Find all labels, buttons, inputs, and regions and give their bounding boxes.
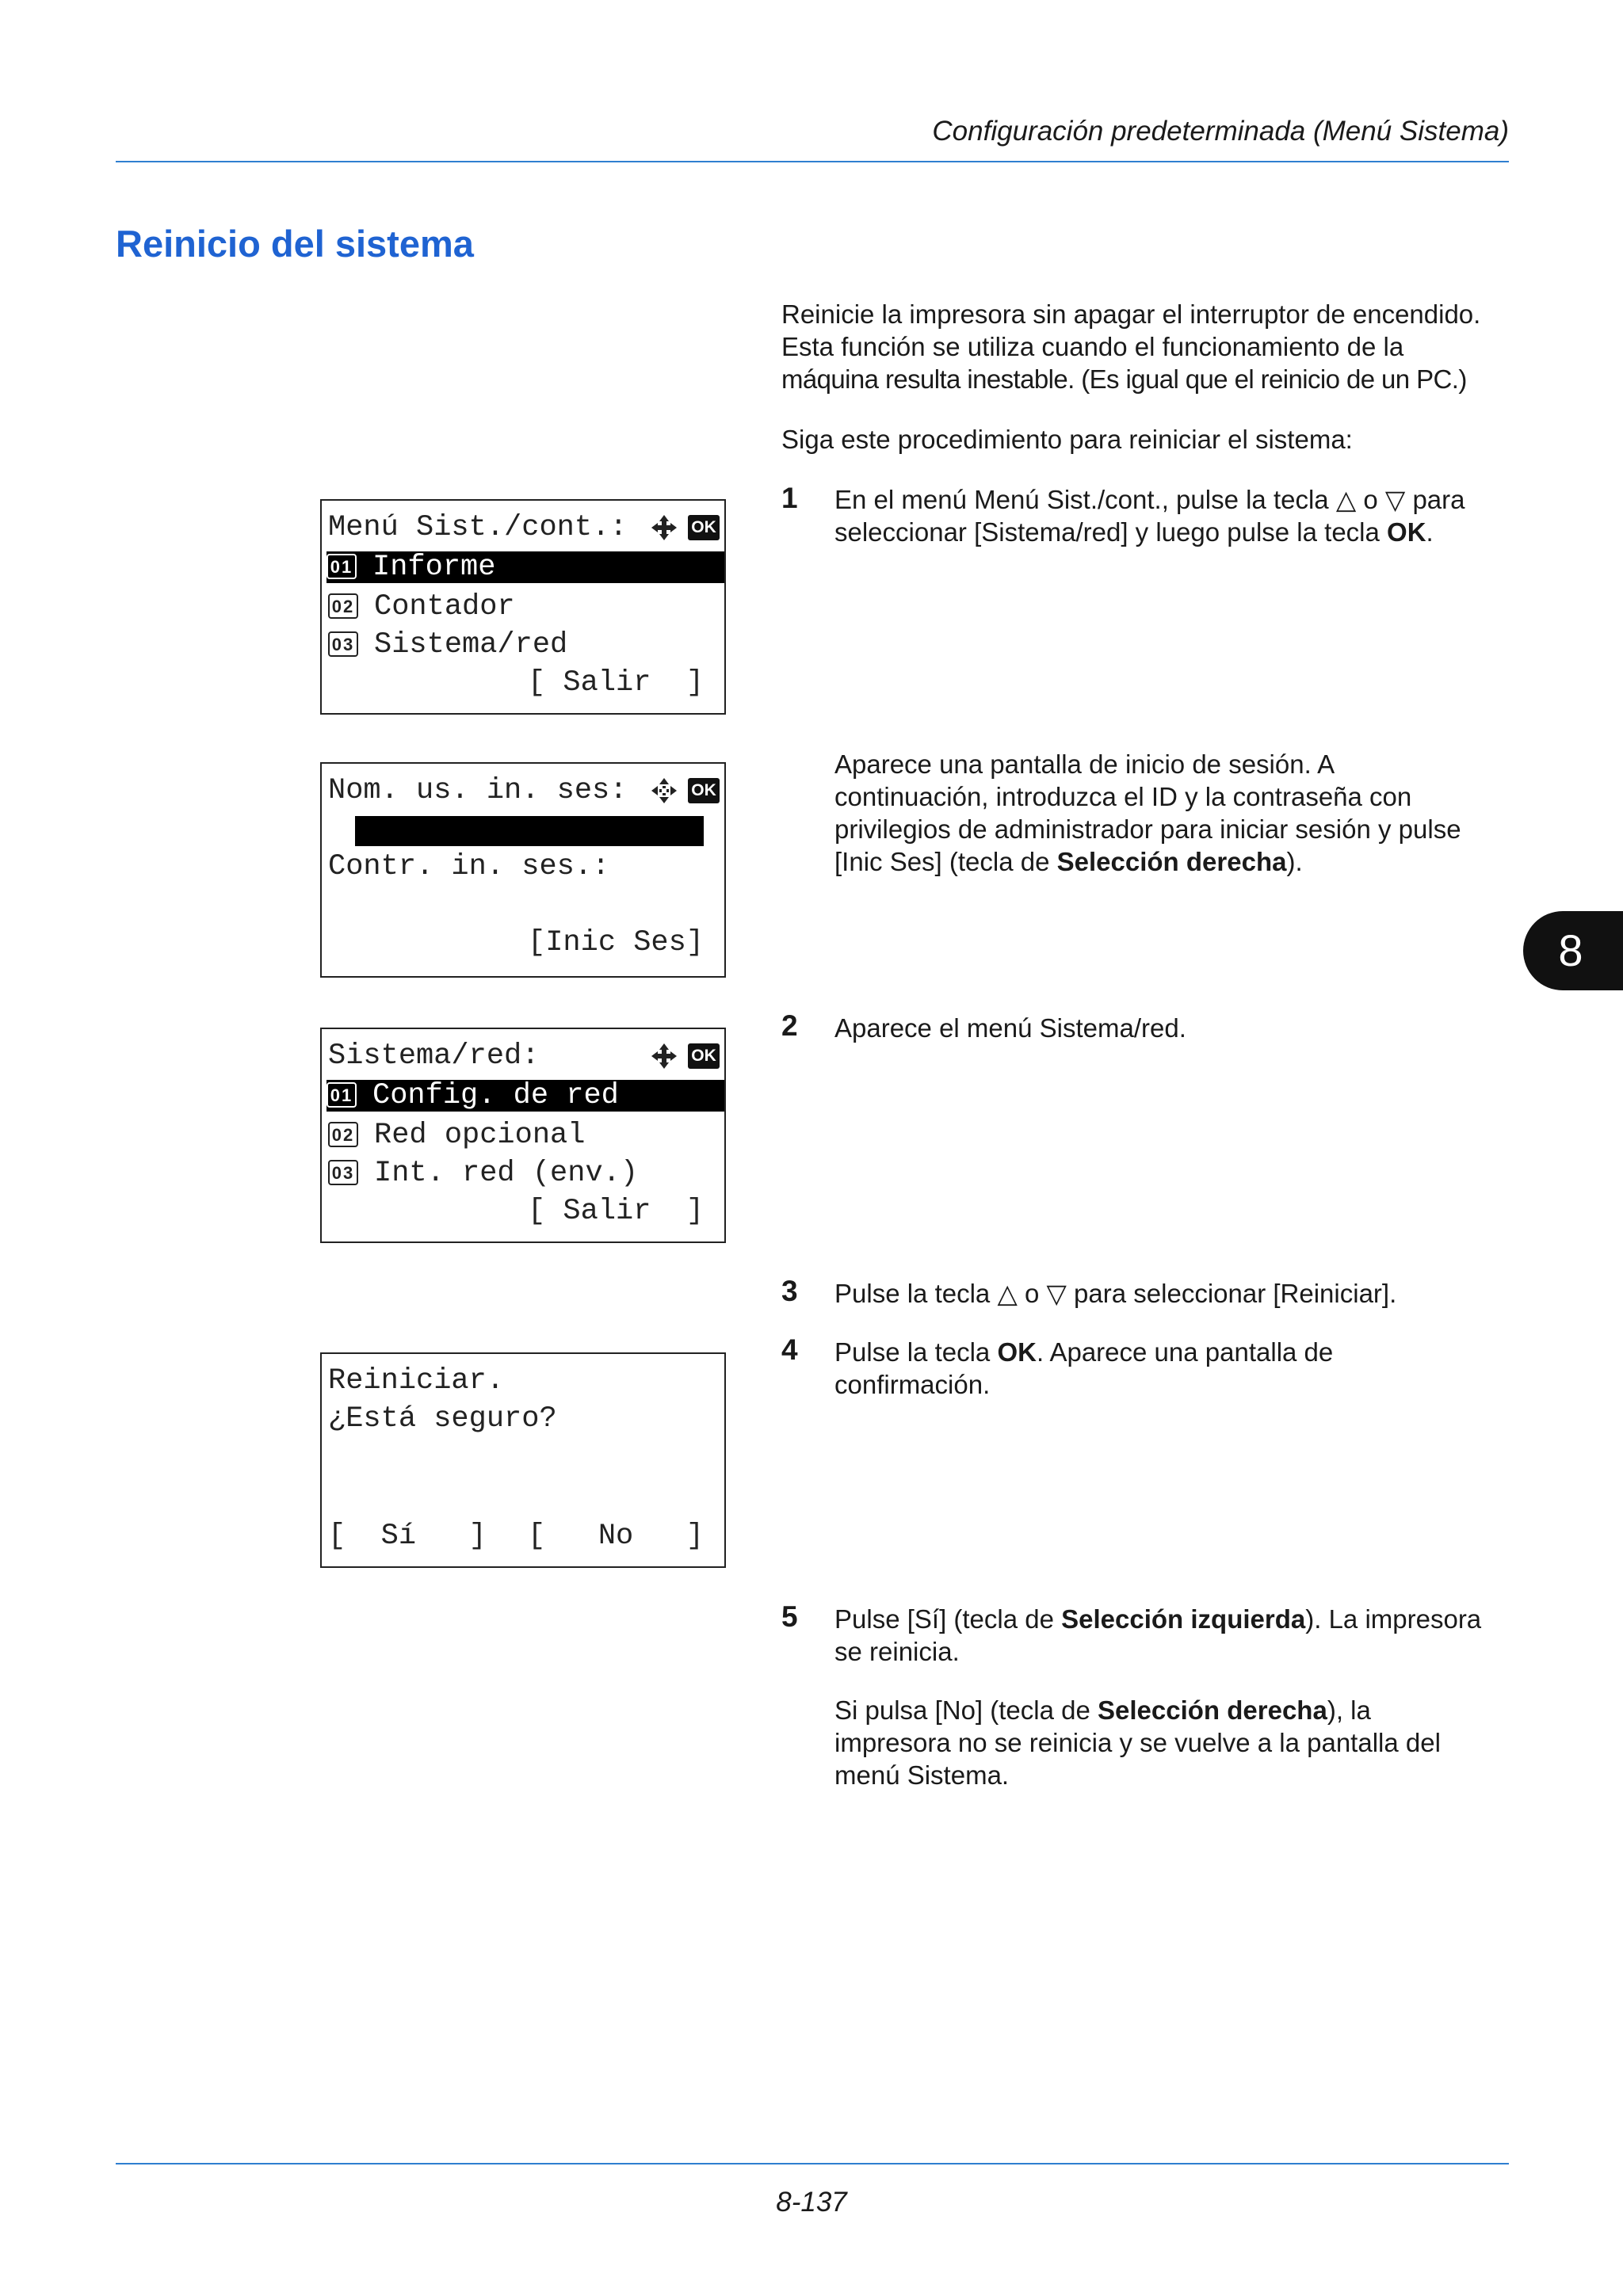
step-line: En el menú Menú Sist./cont., pulse la tecla △ o ▽ para — [834, 485, 1465, 514]
confirm-line: Reiniciar. — [328, 1364, 505, 1398]
text-span: ). — [1286, 847, 1303, 876]
user-label: Nom. us. in. ses: — [328, 774, 628, 807]
procedure-intro: Siga este procedimiento para reiniciar el sistema: — [781, 425, 1353, 454]
item-number: 01 — [327, 554, 357, 579]
lcd-screen-system — [320, 1028, 726, 1243]
item-label: Sistema/red — [374, 628, 568, 662]
ok-key-icon: OK — [688, 515, 720, 540]
step-line — [834, 1336, 1516, 1368]
note-line: Aparece una pantalla de inicio de sesión. A — [834, 749, 1335, 779]
no-note — [834, 1694, 1516, 1791]
note-line: impresora no se reinicia y se vuelve a la pantalla del — [834, 1728, 1441, 1757]
intro-paragraph — [781, 298, 1510, 395]
page-number: 8-137 — [776, 2187, 847, 2218]
softkey-inic-ses: [Inic Ses] — [528, 926, 705, 959]
confirm-question: ¿Está seguro? — [328, 1402, 557, 1436]
softkey-si: [ Sí ] — [328, 1520, 487, 1553]
text-span: Pulse [Sí] (tecla de — [834, 1604, 1062, 1634]
menu-item-selected — [327, 1080, 724, 1112]
four-way-arrow-icon — [648, 512, 680, 543]
step-text — [834, 1603, 1516, 1668]
text-span: ). La impresora — [1305, 1604, 1482, 1634]
item-label: Int. red (env.) — [374, 1157, 639, 1190]
intro-line: Reinicie la impresora sin apagar el interruptor de encendido. — [781, 299, 1481, 329]
step-number: 4 — [781, 1333, 798, 1366]
item-label: Config. de red — [372, 1079, 619, 1112]
user-input-field — [355, 816, 704, 846]
text-span: seleccionar [Sistema/red] y luego pulse la tecla — [834, 517, 1388, 547]
menu-item — [328, 1119, 723, 1151]
note-line — [834, 845, 1516, 878]
lcd-screen-confirm — [320, 1352, 726, 1568]
text-span: . Aparece una pantalla de — [1036, 1337, 1334, 1367]
note-line — [834, 1694, 1516, 1726]
password-label: Contr. in. ses.: — [328, 850, 610, 883]
item-number: 03 — [328, 631, 358, 657]
note-line: menú Sistema. — [834, 1760, 1010, 1790]
softkey-salir: [ Salir ] — [528, 666, 705, 700]
menu-item — [328, 591, 723, 623]
step-text — [834, 483, 1516, 548]
four-way-dotted-arrow-icon — [648, 775, 680, 807]
bold-key-ok: OK — [1387, 517, 1426, 547]
ok-key-icon: OK — [688, 1043, 720, 1069]
text-span: Pulse la tecla — [834, 1337, 998, 1367]
step-number: 1 — [781, 482, 798, 514]
footer-rule — [116, 2163, 1509, 2164]
step-text — [834, 1336, 1516, 1401]
screen-title: Menú Sist./cont.: — [328, 511, 628, 544]
step-line — [834, 1603, 1516, 1635]
menu-item — [328, 629, 723, 661]
bold-key-name: Selección derecha — [1098, 1695, 1327, 1725]
item-number: 02 — [328, 1122, 358, 1147]
intro-line: máquina resulta inestable. (Es igual que el reinicio de un PC.) — [781, 364, 1467, 394]
header-rule — [116, 161, 1509, 162]
step-line — [834, 516, 1516, 548]
item-number: 03 — [328, 1160, 358, 1185]
menu-item — [328, 1158, 723, 1189]
step-number: 5 — [781, 1600, 798, 1633]
lcd-screen-menu — [320, 499, 726, 715]
login-note — [834, 748, 1516, 878]
item-label: Red opcional — [374, 1119, 586, 1152]
step-text: Pulse la tecla △ o ▽ para seleccionar [Reiniciar]. — [834, 1279, 1397, 1308]
softkey-salir: [ Salir ] — [528, 1195, 705, 1228]
ok-key-icon: OK — [688, 778, 720, 803]
text-span: . — [1426, 517, 1434, 547]
chapter-tab: 8 — [1523, 911, 1623, 990]
intro-line: Esta función se utiliza cuando el funcionamiento de la — [781, 332, 1404, 361]
step-line: se reinicia. — [834, 1637, 960, 1666]
step-text: Aparece el menú Sistema/red. — [834, 1013, 1186, 1043]
item-number: 02 — [328, 593, 358, 619]
bold-key-name: Selección izquierda — [1061, 1604, 1306, 1634]
bold-key-name: Selección derecha — [1056, 847, 1287, 876]
text-span: ), la — [1327, 1695, 1371, 1725]
step-line: confirmación. — [834, 1370, 991, 1399]
item-number: 01 — [327, 1082, 357, 1108]
step-number: 3 — [781, 1275, 798, 1307]
menu-item-selected — [327, 551, 724, 583]
bold-key-ok: OK — [997, 1337, 1037, 1367]
screen-title: Sistema/red: — [328, 1039, 540, 1073]
softkey-no: [ No ] — [528, 1520, 705, 1553]
text-span: [Inic Ses] (tecla de — [834, 847, 1057, 876]
section-title: Reinicio del sistema — [116, 223, 474, 265]
running-header: Configuración predeterminada (Menú Sistema) — [932, 116, 1509, 147]
item-label: Contador — [374, 590, 515, 624]
four-way-arrow-icon — [648, 1040, 680, 1072]
lcd-screen-login — [320, 762, 726, 978]
note-line: privilegios de administrador para iniciar sesión y pulse — [834, 814, 1461, 844]
text-span: Si pulsa [No] (tecla de — [834, 1695, 1098, 1725]
step-number: 2 — [781, 1009, 798, 1042]
item-label: Informe — [372, 551, 496, 584]
note-line: continuación, introduzca el ID y la contraseña con — [834, 782, 1412, 811]
